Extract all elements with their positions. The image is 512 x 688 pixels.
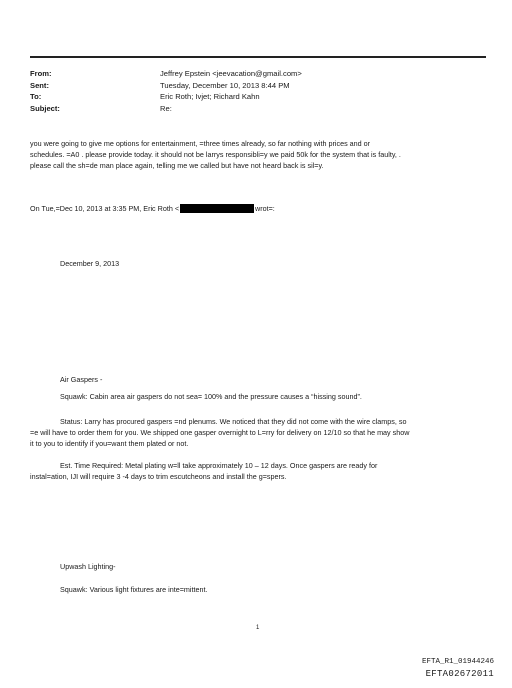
from-row (30, 68, 302, 80)
body-line: please call the sh=de man place again, telling me we called but have not heard back is sil=y. (30, 160, 324, 170)
from-value: Jeffrey Epstein <jeevacation@gmail.com> (160, 69, 302, 78)
squawk-upwash-lighting: Squawk: Various light fixtures are inte=mittent. (60, 585, 208, 594)
page-number: 1 (256, 625, 260, 631)
quote-suffix: wrot=: (255, 204, 275, 213)
subject-label: Subject: (30, 103, 60, 113)
to-row (30, 91, 302, 103)
subject-value: Re: (160, 103, 172, 113)
squawk-air-gaspers: Squawk: Cabin area air gaspers do not sea= 100% and the pressure causes a “hissing sound”. (60, 392, 362, 401)
letter-date: December 9, 2013 (60, 259, 120, 268)
estimate-line: instal=ation, IJI will require 3 -4 days to trim escutcheons and install the g=spers. (30, 471, 287, 481)
redaction-box (180, 204, 254, 213)
section-title-upwash-lighting: Upwash Lighting- (60, 562, 116, 571)
subject-row (30, 103, 302, 115)
section-title-air-gaspers: Air Gaspers - (60, 375, 103, 384)
header-rule (30, 56, 486, 58)
from-label: From: (30, 69, 52, 78)
to-label: To: (30, 92, 42, 101)
status-line: =e will have to order them for you. We shipped one gasper overnight to L=rry for delivery on 12/10 so that he may show (30, 427, 410, 437)
quote-header (30, 204, 275, 215)
estimate-line: Est. Time Required: Metal plating w=ll take approximately 10 – 12 days. Once gaspers are ready for (60, 461, 378, 470)
status-air-gaspers (30, 417, 409, 449)
body-line: schedules. =A0 . please provide today. it should not be larrys responsibli=y we paid 50k for the system that is faulty, . (30, 149, 401, 159)
sent-row (30, 80, 302, 92)
email-body (30, 139, 401, 171)
status-line: it to you to identify if you=want them plated or not. (30, 438, 189, 448)
to-value: Eric Roth; Ivjet; Richard Kahn (160, 92, 260, 101)
quote-prefix: On Tue,=Dec 10, 2013 at 3:35 PM, Eric Roth < (30, 204, 180, 213)
sent-label: Sent: (30, 80, 49, 90)
email-header (30, 68, 302, 114)
sent-value: Tuesday, December 10, 2013 8:44 PM (160, 80, 290, 90)
status-line: Status: Larry has procured gaspers =nd plenums. We noticed that they did not come with the wire clamps, so (60, 417, 407, 426)
footer-id-2: EFTA02672011 (425, 669, 494, 679)
footer-id-1: EFTA_R1_01944246 (421, 658, 494, 666)
body-line: you were going to give me options for entertainment, =three times already, so far nothing with prices and or (30, 139, 371, 148)
estimate-air-gaspers (30, 461, 377, 483)
